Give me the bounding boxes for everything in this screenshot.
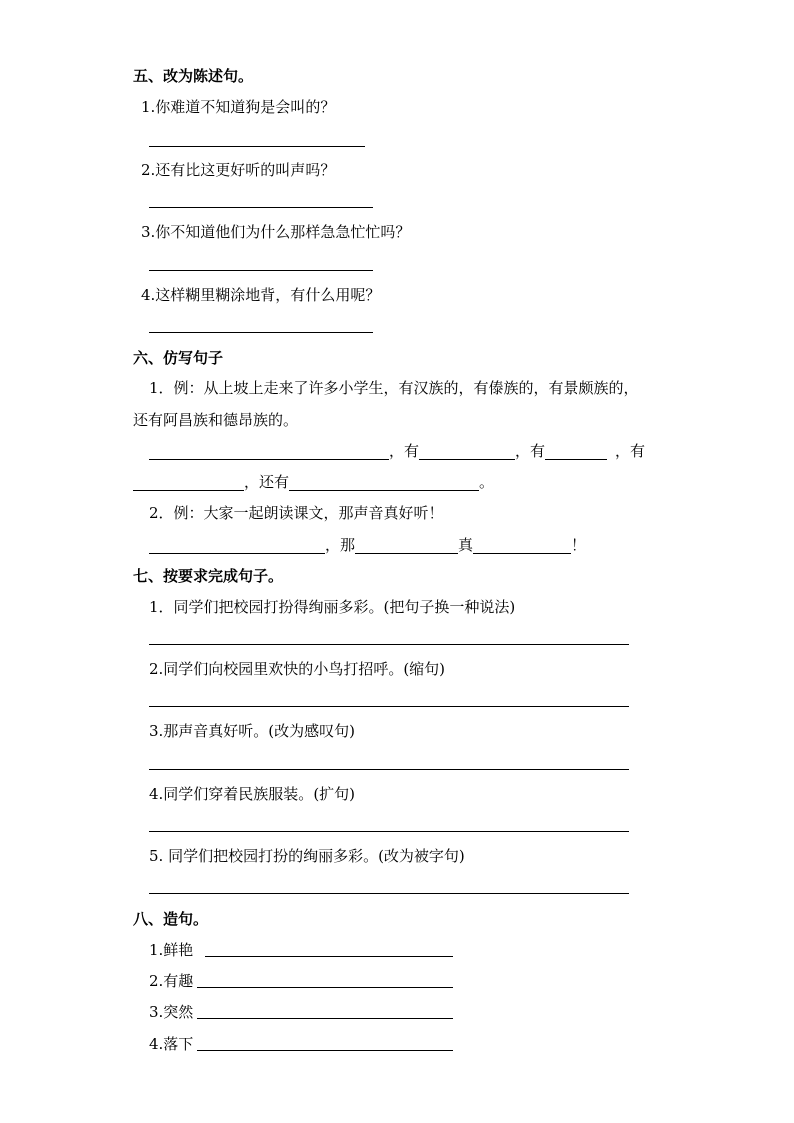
sec5-question-3: 3.你不知道他们为什么那样急急忙忙吗？ (141, 223, 411, 241)
fill-blank[interactable] (133, 474, 244, 491)
sec7-question-5: 5. 同学们把校园打扮的绚丽多彩。(改为被字句) (149, 847, 465, 865)
sec5-question-1: 1.你难道不知道狗是会叫的？ (141, 98, 336, 116)
fill-text: ，有 (515, 442, 546, 460)
sec8-word-2: 2.有趣 (149, 972, 194, 990)
fill-blank[interactable] (289, 474, 479, 491)
section-7-title: 七、按要求完成句子。 (133, 567, 284, 585)
section-6-title: 六、仿写句子 (133, 349, 224, 367)
fill-text: ，那 (325, 536, 356, 554)
fill-blank[interactable] (473, 537, 571, 554)
fill-text: 真 (458, 536, 474, 554)
fill-text: 。 (479, 473, 495, 491)
sec5-answer-line-3[interactable] (149, 270, 373, 271)
sec7-answer-line-2[interactable] (149, 706, 629, 707)
fill-blank[interactable] (419, 443, 515, 460)
sec6-example-2: 2．例：大家一起朗读课文，那声音真好听！ (149, 504, 444, 522)
sec8-word-1: 1.鲜艳 (149, 941, 194, 959)
sec5-answer-line-4[interactable] (149, 332, 373, 333)
sec7-question-1: 1．同学们把校园打扮得绚丽多彩。(把句子换一种说法) (149, 598, 516, 616)
sec8-word-4: 4.落下 (149, 1035, 194, 1053)
sec7-answer-line-4[interactable] (149, 831, 629, 832)
sec6-fill-row-2 (133, 472, 494, 492)
sec8-answer-line-4[interactable] (197, 1050, 453, 1051)
fill-blank[interactable] (545, 443, 607, 460)
fill-text: ！ (571, 536, 587, 554)
sec7-question-3: 3.那声音真好听。(改为感叹句) (149, 722, 356, 740)
sec6-fill-row-1 (149, 441, 645, 461)
sec7-answer-line-5[interactable] (149, 893, 629, 894)
fill-blank[interactable] (355, 537, 458, 554)
fill-blank[interactable] (149, 443, 389, 460)
sec7-answer-line-1[interactable] (149, 644, 629, 645)
fill-text: ，有 (389, 442, 420, 460)
sec8-answer-line-2[interactable] (197, 987, 453, 988)
sec7-question-2: 2.同学们向校园里欢快的小鸟打招呼。(缩句) (149, 660, 446, 678)
sec5-answer-line-2[interactable] (149, 207, 373, 208)
sec6-example-1-line-2: 还有阿昌族和德昂族的。 (133, 411, 299, 429)
sec8-word-3: 3.突然 (149, 1003, 194, 1021)
section-5-title: 五、改为陈述句。 (133, 67, 254, 85)
fill-blank[interactable] (149, 537, 325, 554)
section-8-title: 八、造句。 (133, 910, 209, 928)
sec5-answer-line-1[interactable] (149, 146, 365, 147)
sec7-question-4: 4.同学们穿着民族服装。(扩句) (149, 785, 356, 803)
sec6-example-1-line-1: 1．例：从上坡上走来了许多小学生，有汉族的，有傣族的，有景颇族的， (149, 379, 639, 397)
sec8-answer-line-3[interactable] (197, 1018, 453, 1019)
sec5-question-4: 4.这样糊里糊涂地背，有什么用呢？ (141, 286, 381, 304)
fill-text: ，还有 (244, 473, 290, 491)
sec7-answer-line-3[interactable] (149, 769, 629, 770)
sec6-fill-row-3 (149, 535, 586, 555)
sec8-answer-line-1[interactable] (205, 956, 453, 957)
sec5-question-2: 2.还有比这更好听的叫声吗？ (141, 161, 336, 179)
fill-text: ，有 (615, 442, 646, 460)
